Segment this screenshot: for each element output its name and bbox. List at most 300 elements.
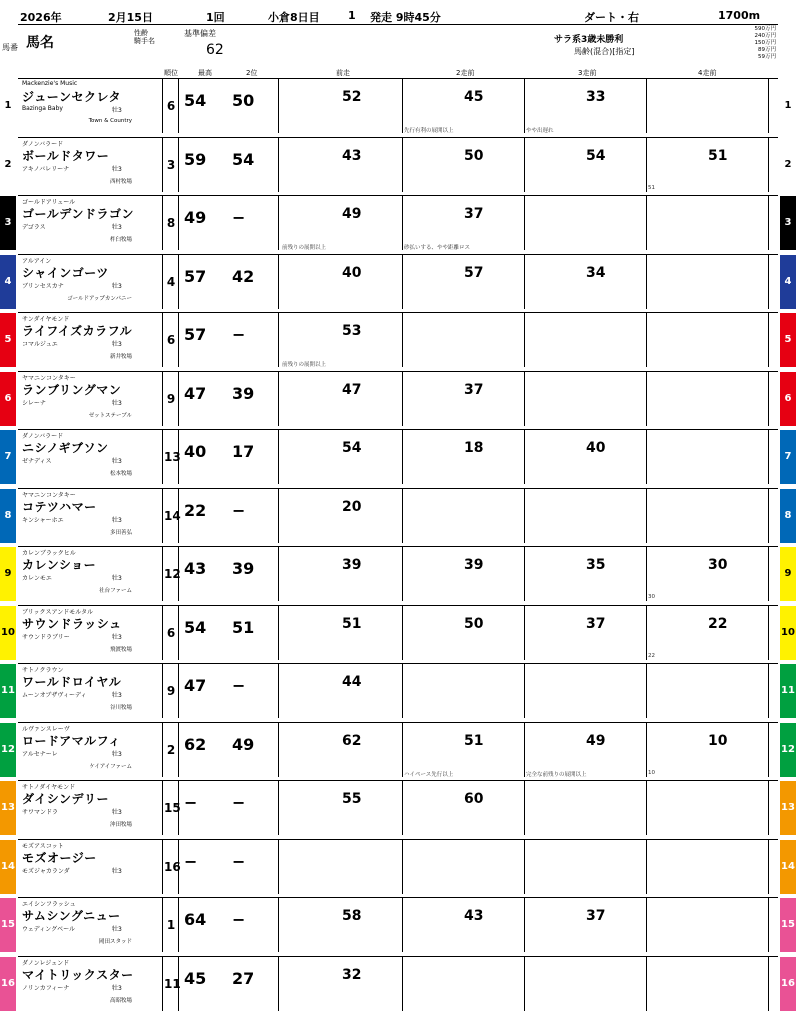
horse-sire: サンダイヤモンド [22,316,70,323]
prev4-cell [646,957,769,1011]
prev2-cell [402,664,525,718]
horse-name[interactable]: ボールドタワー [22,149,110,163]
prev3-cell [524,781,647,835]
horse-name[interactable]: マイトリックスター [22,968,134,982]
rank-order: 6 [164,79,179,133]
prev4-cell-index: 30 [708,557,728,573]
horse-name[interactable]: ランブリングマン [22,383,122,397]
horse-dam: デゴラス [22,224,46,231]
horse-sire: サトノクラウン [22,667,64,674]
horse-sire: Mackenzie's Music [22,80,78,87]
umaban-right: 1 [780,79,796,133]
column-header [2,26,778,78]
rating-cell [180,840,279,894]
prev1-cell-index: 55 [342,791,362,807]
prev2-cell [402,723,525,777]
horse-dam: ブリンセスカナ [22,283,64,290]
horse-dam: コマルジュエ [22,341,58,348]
second-rating: 50 [232,91,255,110]
prev3-cell [524,138,647,192]
rating-cell [180,547,279,601]
umaban-right: 14 [780,840,796,894]
prev1-cell-index: 44 [342,674,362,690]
horse-row [1,780,795,835]
prev4-cell-note: 30 [648,594,655,600]
horse-dam: サウンドラブリー [22,634,70,641]
second-rating: − [232,325,246,344]
rank-order: 9 [164,664,179,718]
horse-sex-age: 牡3 [112,400,122,407]
prev4-cell [646,547,769,601]
horse-name[interactable]: ゴールデンドラゴン [22,207,135,221]
prev2-cell-note: ハイペース先行以上 [404,772,454,778]
col-prev2: 2走前 [456,69,475,77]
horse-name[interactable]: ロードアマルフィ [22,734,121,748]
prev1-cell-note: 前残りの展開以上 [282,245,327,251]
horse-dam: アキノバレリーナ [22,166,70,173]
horse-dam: モズジャカランダ [22,868,70,875]
umaban-left: 16 [0,957,16,1011]
second-rating: − [232,910,246,929]
horse-dam: キンシャーホエ [22,517,64,524]
umaban-left: 7 [0,430,16,484]
horse-dam: サワマンドラ [22,809,59,816]
horse-row [4,78,792,134]
prev3-cell-index: 54 [586,148,606,164]
prev3-cell [524,313,647,367]
horse-sire: ヤマニンコンタキー [22,375,76,382]
umaban-left: 1 [0,79,16,133]
horse-owner: 岡田スタッド [98,939,132,945]
prev2-cell-index: 51 [464,733,484,749]
best-rating: 54 [184,91,207,110]
rank-order: 14 [164,489,179,543]
horse-sire: ダノンバラード [22,141,64,148]
prev1-cell [280,723,403,777]
horse-name[interactable]: カレンショー [22,558,97,572]
prev2-cell [402,313,525,367]
prev1-cell [280,372,403,426]
prev2-cell-index: 39 [464,557,484,573]
prev1-cell-index: 51 [342,616,362,632]
horse-sex-age: 牡3 [112,224,122,231]
umaban-right: 6 [780,372,796,426]
umaban-left: 12 [0,723,16,777]
umaban-right: 12 [780,723,796,777]
horse-name[interactable]: ジューンセクレタ [22,90,122,104]
best-rating: 47 [184,384,207,403]
prev3-cell [524,957,647,1011]
second-rating: 51 [232,618,255,637]
umaban-left: 10 [0,606,16,660]
prev3-cell-note: やや出遅れ [526,128,554,134]
prize-5: 59万円 [758,54,776,60]
prev4-cell [646,255,769,309]
horse-row [1,956,795,1011]
rank-order: 3 [164,138,179,192]
prev4-cell [646,840,769,894]
umaban-right: 5 [780,313,796,367]
rank-order: 2 [164,723,179,777]
race-distance: 1700m [718,9,761,22]
rating-cell [180,606,279,660]
horse-sire: ダノンバラード [22,433,64,440]
horse-owner: ケイアイファーム [89,764,132,770]
best-rating: 43 [184,559,207,578]
best-rating: − [184,852,198,871]
prev2-cell [402,489,525,543]
horse-owner: 杵臼牧場 [109,237,132,243]
horse-dam: ウェディングベール [22,926,76,933]
rating-cell [180,255,279,309]
horse-name[interactable]: ワールドロイヤル [22,675,122,689]
prev3-cell-index: 33 [586,89,606,105]
prev4-cell [646,372,769,426]
rank-order: 16 [164,840,179,894]
umaban-right: 2 [780,138,796,192]
second-rating: 49 [232,735,255,754]
rating-cell [180,664,279,718]
prev2-cell-index: 50 [464,616,484,632]
horse-name[interactable]: ダイシンデリー [22,792,109,806]
umaban-left: 8 [0,489,16,543]
prev1-cell-index: 40 [342,265,362,281]
best-rating: 57 [184,267,207,286]
best-rating: 64 [184,910,207,929]
std-label: 基準偏差 [184,29,216,38]
horse-info [20,138,163,192]
best-rating: 40 [184,442,207,461]
prev1-cell [280,840,403,894]
umaban-right: 7 [780,430,796,484]
prev3-cell [524,547,647,601]
umaban-left: 2 [0,138,16,192]
prev1-cell-index: 49 [342,206,362,222]
col-umaban: 馬番 [2,43,18,52]
prev2-cell [402,430,525,484]
horse-info [20,313,163,367]
col-jockey: 騎手名 [134,37,155,45]
horse-sex-age: 牡3 [112,751,122,758]
prize-3: 150万円 [754,40,776,46]
best-rating: 54 [184,618,207,637]
horse-sex-age: 牡3 [112,809,122,816]
horse-row [1,663,795,718]
prev2-cell [402,781,525,835]
horse-sire: ダノンレジェンド [22,960,70,967]
umaban-right: 15 [780,898,796,952]
prev1-cell [280,898,403,952]
umaban-left: 4 [0,255,16,309]
horse-name[interactable]: シャインゴーツ [22,266,109,280]
prev2-cell-index: 60 [464,791,484,807]
horse-sire: ブリックスアンドモルタル [22,609,93,616]
prev2-cell-note: 砂払いする、やや距離ロス [404,245,471,251]
prev1-cell [280,430,403,484]
umaban-left: 15 [0,898,16,952]
col-seibetsu: 性齢 [134,29,148,37]
horse-owner: 西村牧場 [109,179,132,185]
umaban-left: 3 [0,196,16,250]
prev2-cell [402,957,525,1011]
prev1-cell-index: 39 [342,557,362,573]
second-rating: 42 [232,267,255,286]
prev2-cell [402,606,525,660]
prev4-cell-index: 51 [708,148,728,164]
race-header [18,8,778,25]
prev1-cell-index: 52 [342,89,362,105]
horse-sex-age: 牡3 [112,517,122,524]
prize-1: 590万円 [754,26,776,32]
prev4-cell [646,898,769,952]
prev4-cell [646,79,769,133]
horse-sire: ヤマニンコンタキー [22,492,76,499]
horse-row [4,312,792,368]
prev3-cell-index: 34 [586,265,606,281]
horse-owner: Town & Country [88,118,132,124]
prev1-cell [280,606,403,660]
prev2-cell [402,255,525,309]
horse-owner: ゼットステーブル [88,413,132,419]
rating-cell [180,313,279,367]
col-prev3: 3走前 [578,69,597,77]
prize-list [726,26,776,61]
col-name: 馬名 [26,35,54,51]
rating-cell [180,138,279,192]
horse-row [1,897,795,952]
second-rating: 39 [232,559,255,578]
prev1-cell-note: 前残りの展開以上 [282,362,327,368]
prev2-cell-index: 37 [464,206,484,222]
second-rating: 27 [232,969,255,988]
race-condition: 馬齢(混合)[指定] [574,47,635,56]
umaban-left: 13 [0,781,16,835]
best-rating: 22 [184,501,207,520]
horse-sex-age: 牡3 [112,985,122,992]
prev1-cell [280,547,403,601]
prev3-cell [524,664,647,718]
horse-sire: ゴールドアリュール [22,199,76,206]
prev3-cell-index: 35 [586,557,606,573]
std-value: 62 [206,42,224,58]
horse-name[interactable]: コテツハマー [22,500,97,514]
best-rating: 49 [184,208,207,227]
prev2-cell [402,840,525,894]
best-rating: 62 [184,735,207,754]
umaban-left: 14 [0,840,16,894]
prev4-cell [646,430,769,484]
prev4-cell [646,664,769,718]
horse-sex-age: 牡3 [112,341,122,348]
horse-sire: エイシンフラッシュ [22,901,76,908]
horse-dam: ノリンカフィーナ [22,985,70,992]
prev3-cell [524,489,647,543]
prev2-cell-note: 先行有利の展開以上 [404,128,454,134]
horse-row [4,546,792,601]
second-rating: − [232,852,246,871]
second-rating: − [232,676,246,695]
prev1-cell [280,79,403,133]
prev4-cell [646,313,769,367]
horse-sex-age: 牡3 [112,166,122,173]
umaban-right: 11 [780,664,796,718]
horse-name[interactable]: ライフイズカラフル [22,324,133,338]
prev3-cell [524,79,647,133]
second-rating: 39 [232,384,255,403]
prev3-cell-index: 49 [586,733,606,749]
prev1-cell-index: 58 [342,908,362,924]
prize-2: 240万円 [754,33,776,39]
prev1-cell-index: 54 [342,440,362,456]
prev1-cell [280,489,403,543]
prev4-cell [646,723,769,777]
horse-info [20,430,163,484]
horse-owner: 松本牧場 [109,471,132,477]
horse-sire: カレンブラックヒル [22,550,76,557]
horse-name[interactable]: サウンドラッシュ [22,617,122,631]
prev3-cell-index: 37 [586,908,606,924]
rating-cell [180,723,279,777]
horse-row [1,839,795,894]
prev2-cell [402,547,525,601]
rating-cell [180,781,279,835]
horse-owner: 高昭牧場 [109,998,132,1004]
prev1-cell [280,957,403,1011]
rating-cell [180,898,279,952]
second-rating: 54 [232,150,255,169]
horse-info [20,664,163,718]
prev4-cell-note: 22 [648,653,655,659]
prev2-cell-index: 18 [464,440,484,456]
rating-cell [180,489,279,543]
prev3-cell [524,898,647,952]
col-prev1: 前走 [336,69,350,77]
horse-row [4,254,792,309]
prev1-cell-index: 43 [342,148,362,164]
second-rating: 17 [232,442,255,461]
horse-dam: カレンモエ [22,575,52,582]
horse-sex-age: 牡3 [112,575,122,582]
prev1-cell [280,664,403,718]
prev1-cell [280,255,403,309]
horse-owner: 新井牧場 [109,354,132,360]
rank-order: 8 [164,196,179,250]
horse-sire: ルヴァンスレーヴ [22,726,70,733]
horse-sire: アルアイン [22,258,52,265]
prev2-cell-index: 37 [464,382,484,398]
prev1-cell [280,313,403,367]
horse-info [20,255,163,309]
rating-cell [180,79,279,133]
umaban-left: 11 [0,664,16,718]
umaban-right: 16 [780,957,796,1011]
best-rating: 59 [184,150,207,169]
prev2-cell-index: 50 [464,148,484,164]
horse-sex-age: 牡3 [112,107,122,114]
prev3-cell [524,840,647,894]
umaban-right: 10 [780,606,796,660]
prize-4: 89万円 [758,47,776,53]
prev3-cell [524,430,647,484]
col-best: 最高 [198,69,212,77]
rank-order: 12 [164,547,179,601]
rank-order: 6 [164,313,179,367]
race-name: サラ系3歳未勝利 [554,35,624,45]
rating-cell [180,957,279,1011]
prev2-cell-index: 45 [464,89,484,105]
umaban-left: 5 [0,313,16,367]
prev3-cell-note: 完全な前残りの展開以上 [526,772,587,778]
horse-name[interactable]: モズオージー [22,851,97,865]
prev3-cell [524,723,647,777]
umaban-right: 3 [780,196,796,250]
col-order: 順位 [164,69,178,77]
horse-name[interactable]: サムシングニュー [22,909,121,923]
horse-name[interactable]: ニシノギブソン [22,441,109,455]
prev4-cell [646,489,769,543]
horse-sex-age: 牡3 [112,283,122,290]
race-course: ダート・右 [584,11,639,24]
horse-dam: ムーンオブザヴィーディ [22,692,87,699]
prev4-cell [646,781,769,835]
horse-sire: サトノダイヤモンド [22,784,76,791]
race-year: 2026年 [20,11,62,24]
prev2-cell-index: 43 [464,908,484,924]
race-meet: 1回 [206,11,225,24]
best-rating: − [184,793,198,812]
horse-info [20,489,163,543]
prev3-cell-index: 37 [586,616,606,632]
horse-info [20,79,163,133]
rank-order: 13 [164,430,179,484]
horse-owner: 沖田牧場 [109,822,132,828]
horse-row [1,722,795,778]
prev3-cell-index: 40 [586,440,606,456]
horse-info [20,547,163,601]
prev3-cell [524,372,647,426]
horse-row [4,137,792,192]
horse-row [1,605,795,660]
umaban-right: 13 [780,781,796,835]
horse-owner: 社台ファーム [99,588,132,594]
prev1-cell-index: 62 [342,733,362,749]
prev4-cell-index: 22 [708,616,728,632]
prev3-cell [524,606,647,660]
horse-dam: アルセナーレ [22,751,58,758]
rating-cell [180,430,279,484]
rating-cell [180,372,279,426]
prev1-cell-index: 20 [342,499,362,515]
prev1-cell [280,781,403,835]
horse-info [20,723,163,777]
umaban-left: 9 [0,547,16,601]
horse-row [4,371,792,426]
rating-cell [180,196,279,250]
rank-order: 6 [164,606,179,660]
race-number: 1 [348,9,356,22]
umaban-right: 8 [780,489,796,543]
rank-order: 11 [164,957,179,1011]
horse-dam: Bazinga Baby [22,105,63,112]
horse-owner: 谷川牧場 [109,705,132,711]
col-prev4: 4走前 [698,69,717,77]
horse-sire: モズアスコット [22,843,64,850]
horse-sex-age: 牡3 [112,634,122,641]
umaban-right: 9 [780,547,796,601]
horse-row [4,429,792,484]
best-rating: 45 [184,969,207,988]
horse-sex-age: 牡3 [112,868,122,875]
